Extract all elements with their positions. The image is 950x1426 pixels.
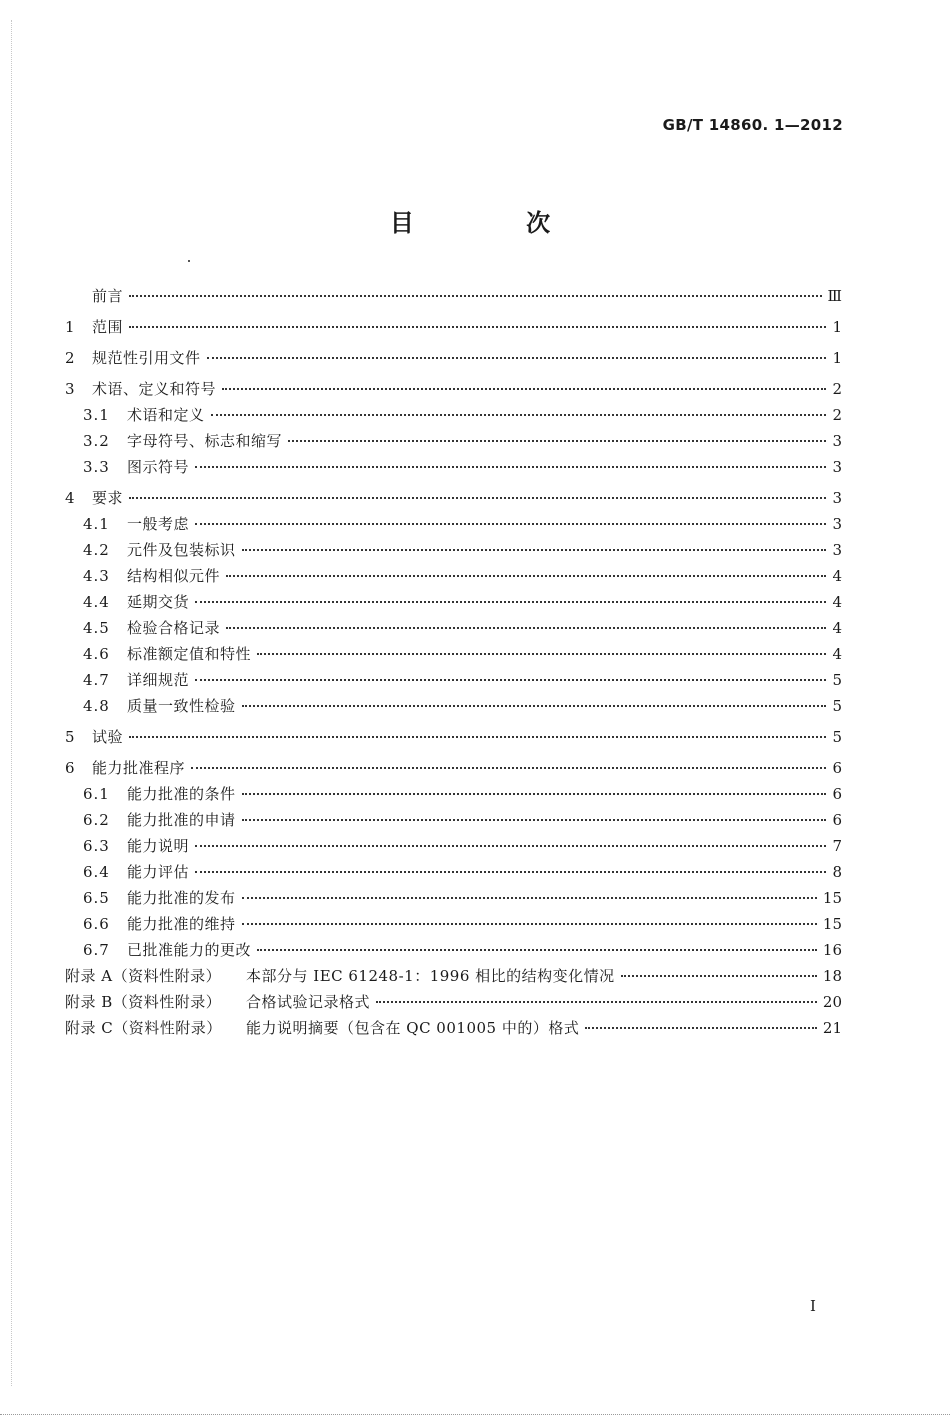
toc-entry-label: 标准额定值和特性 [127, 645, 252, 663]
toc-entry-annex-tag: 附录 B（资料性附录） [65, 993, 222, 1011]
toc-entry[interactable] [65, 402, 842, 428]
toc-entry-label: 能力说明 [127, 837, 190, 855]
toc-entry-dot-leader [129, 736, 826, 738]
toc-entry-label: 要求 [92, 489, 124, 507]
toc-entry[interactable] [65, 667, 842, 693]
toc-entry-number: 6.5 [83, 889, 110, 907]
toc-entry-number: 4.3 [83, 567, 110, 585]
footer-page-number: I [810, 1297, 816, 1315]
toc-entry-dot-leader [195, 845, 826, 847]
toc-entry-dot-leader [226, 575, 826, 577]
toc-entry-page: 3 [832, 432, 842, 450]
toc-entry[interactable] [65, 589, 842, 615]
toc-entry-label: 字母符号、标志和缩写 [127, 432, 283, 450]
toc-entry-dot-leader [242, 793, 826, 795]
page-title: 目 次 [389, 209, 603, 237]
toc-entry-dot-leader [585, 1027, 817, 1029]
toc-entry-number: 4.2 [83, 541, 110, 559]
toc-entry-dot-leader [242, 705, 826, 707]
toc-entry[interactable] [65, 989, 842, 1015]
toc-entry-number: 5 [65, 728, 75, 746]
toc-entry-number: 1 [65, 318, 75, 336]
toc-entry-dot-leader [195, 523, 826, 525]
toc-entry-page: 5 [832, 697, 842, 715]
toc-entry-page: 1 [832, 349, 842, 367]
toc-entry-dot-leader [288, 440, 826, 442]
toc-entry-label: 合格试验记录格式 [246, 993, 371, 1011]
toc-entry-label: 本部分与 IEC 61248-1：1996 相比的结构变化情况 [246, 967, 615, 985]
toc-entry-page: 16 [822, 941, 842, 959]
toc-entry-dot-leader [621, 975, 817, 977]
toc-entry-page: 5 [832, 728, 842, 746]
bottom-dotted-edge [0, 1414, 950, 1415]
toc-entry-dot-leader [242, 923, 817, 925]
toc-entry-number: 4.1 [83, 515, 110, 533]
toc-entry-number: 4.5 [83, 619, 110, 637]
toc-entry-label: 一般考虑 [127, 515, 190, 533]
toc-entry-dot-leader [226, 627, 826, 629]
toc-entry-dot-leader [195, 601, 826, 603]
toc-entry[interactable] [65, 485, 842, 511]
toc-entry-label: 能力评估 [127, 863, 190, 881]
toc-entry-number: 6.2 [83, 811, 110, 829]
toc-entry-number: 4.8 [83, 697, 110, 715]
toc-entry-number: 3.1 [83, 406, 110, 424]
toc-entry-page: 20 [822, 993, 842, 1011]
toc-entry-page: 15 [822, 889, 842, 907]
toc-entry-label: 术语、定义和符号 [92, 380, 217, 398]
toc-entry-dot-leader [129, 497, 826, 499]
toc-entry-label: 范围 [92, 318, 124, 336]
toc-entry-page: 6 [832, 785, 842, 803]
toc-entry-page: 7 [832, 837, 842, 855]
toc-entry-dot-leader [242, 549, 826, 551]
toc-entry[interactable] [65, 724, 842, 750]
toc-entry-number: 6 [65, 759, 75, 777]
toc-entry-page: 4 [832, 593, 842, 611]
toc-entry-dot-leader [257, 949, 817, 951]
toc-entry[interactable] [65, 511, 842, 537]
toc-entry[interactable] [65, 963, 842, 989]
toc-entry-number: 4 [65, 489, 75, 507]
toc-entry-number: 6.1 [83, 785, 110, 803]
toc-entry-annex-tag: 附录 A（资料性附录） [65, 967, 222, 985]
toc-entry-label: 延期交货 [127, 593, 190, 611]
toc-entry-page: 3 [832, 489, 842, 507]
toc-entry-label: 已批准能力的更改 [127, 941, 252, 959]
toc-entry-number: 4.6 [83, 645, 110, 663]
standard-code: GB/T 14860. 1—2012 [662, 116, 843, 134]
toc-entry-dot-leader [211, 414, 826, 416]
toc-entry-label: 元件及包装标识 [127, 541, 236, 559]
toc-entry[interactable] [65, 454, 842, 480]
toc-entry-dot-leader [242, 897, 817, 899]
toc-entry[interactable] [65, 807, 842, 833]
toc-entry-dot-leader [257, 653, 826, 655]
toc-entry-number: 4.7 [83, 671, 110, 689]
toc-entry-label: 详细规范 [127, 671, 190, 689]
toc-entry-dot-leader [207, 357, 826, 359]
toc-entry-page: 6 [832, 811, 842, 829]
toc-entry-page: 3 [832, 458, 842, 476]
toc-entry-label: 图示符号 [127, 458, 190, 476]
toc-entry-number: 6.7 [83, 941, 110, 959]
toc-entry-dot-leader [376, 1001, 817, 1003]
toc-entry-page: 2 [832, 380, 842, 398]
toc-entry[interactable] [65, 755, 842, 781]
toc-entry-page: 3 [832, 515, 842, 533]
toc-entry-dot-leader [129, 295, 822, 297]
toc-entry-page: 15 [822, 915, 842, 933]
toc-entry-label: 检验合格记录 [127, 619, 221, 637]
toc-entry-label: 能力批准的申请 [127, 811, 236, 829]
toc-entry-dot-leader [191, 767, 826, 769]
toc-entry-page: 4 [832, 645, 842, 663]
toc-entry[interactable] [65, 859, 842, 885]
stray-mark [188, 260, 190, 262]
toc-entry-page: 5 [832, 671, 842, 689]
toc-entry[interactable] [65, 563, 842, 589]
toc-entry[interactable] [65, 937, 842, 963]
toc-entry-dot-leader [222, 388, 826, 390]
toc-entry-page: Ⅲ [827, 287, 842, 305]
toc-entry-page: 3 [832, 541, 842, 559]
toc-entry-label: 规范性引用文件 [92, 349, 201, 367]
toc-entry-label: 能力说明摘要（包含在 QC 001005 中的）格式 [246, 1019, 580, 1037]
toc-entry-page: 8 [832, 863, 842, 881]
toc-entry[interactable] [65, 1015, 842, 1041]
toc-entry-dot-leader [195, 871, 826, 873]
toc-entry-number: 6.3 [83, 837, 110, 855]
toc-entry[interactable] [65, 833, 842, 859]
toc-entry-page: 4 [832, 567, 842, 585]
toc-entry[interactable] [65, 911, 842, 937]
toc-entry[interactable] [65, 615, 842, 641]
toc-entry-dot-leader [195, 466, 826, 468]
toc-entry[interactable] [65, 781, 842, 807]
toc-entry-number: 3.2 [83, 432, 110, 450]
toc-entry-label: 能力批准的发布 [127, 889, 236, 907]
toc-entry-label: 能力批准的维持 [127, 915, 236, 933]
toc-entry[interactable] [65, 537, 842, 563]
toc-entry-label: 术语和定义 [127, 406, 205, 424]
toc-entry-number: 4.4 [83, 593, 110, 611]
toc-entry[interactable] [65, 345, 842, 371]
toc-entry-page: 18 [822, 967, 842, 985]
toc-entry-page: 4 [832, 619, 842, 637]
table-of-contents [65, 283, 842, 1041]
toc-entry[interactable] [65, 885, 842, 911]
toc-entry-label: 前言 [92, 287, 124, 305]
toc-entry-number: 6.6 [83, 915, 110, 933]
toc-entry-label: 能力批准的条件 [127, 785, 236, 803]
toc-entry[interactable] [65, 693, 842, 719]
toc-entry-page: 21 [822, 1019, 842, 1037]
toc-entry-number: 2 [65, 349, 75, 367]
toc-entry[interactable] [65, 641, 842, 667]
toc-entry-dot-leader [195, 679, 826, 681]
toc-entry-dot-leader [242, 819, 826, 821]
toc-entry-label: 质量一致性检验 [127, 697, 236, 715]
toc-entry-page: 2 [832, 406, 842, 424]
toc-entry[interactable] [65, 428, 842, 454]
toc-entry-page: 6 [832, 759, 842, 777]
toc-entry-annex-tag: 附录 C（资料性附录） [65, 1019, 222, 1037]
toc-entry[interactable] [65, 314, 842, 340]
toc-entry-label: 结构相似元件 [127, 567, 221, 585]
toc-entry-number: 3.3 [83, 458, 110, 476]
toc-entry[interactable] [65, 283, 842, 309]
toc-entry-label: 试验 [92, 728, 124, 746]
toc-entry-label: 能力批准程序 [92, 759, 186, 777]
toc-entry-number: 3 [65, 380, 75, 398]
toc-entry-dot-leader [129, 326, 826, 328]
toc-entry-number: 6.4 [83, 863, 110, 881]
toc-entry[interactable] [65, 376, 842, 402]
toc-entry-page: 1 [832, 318, 842, 336]
